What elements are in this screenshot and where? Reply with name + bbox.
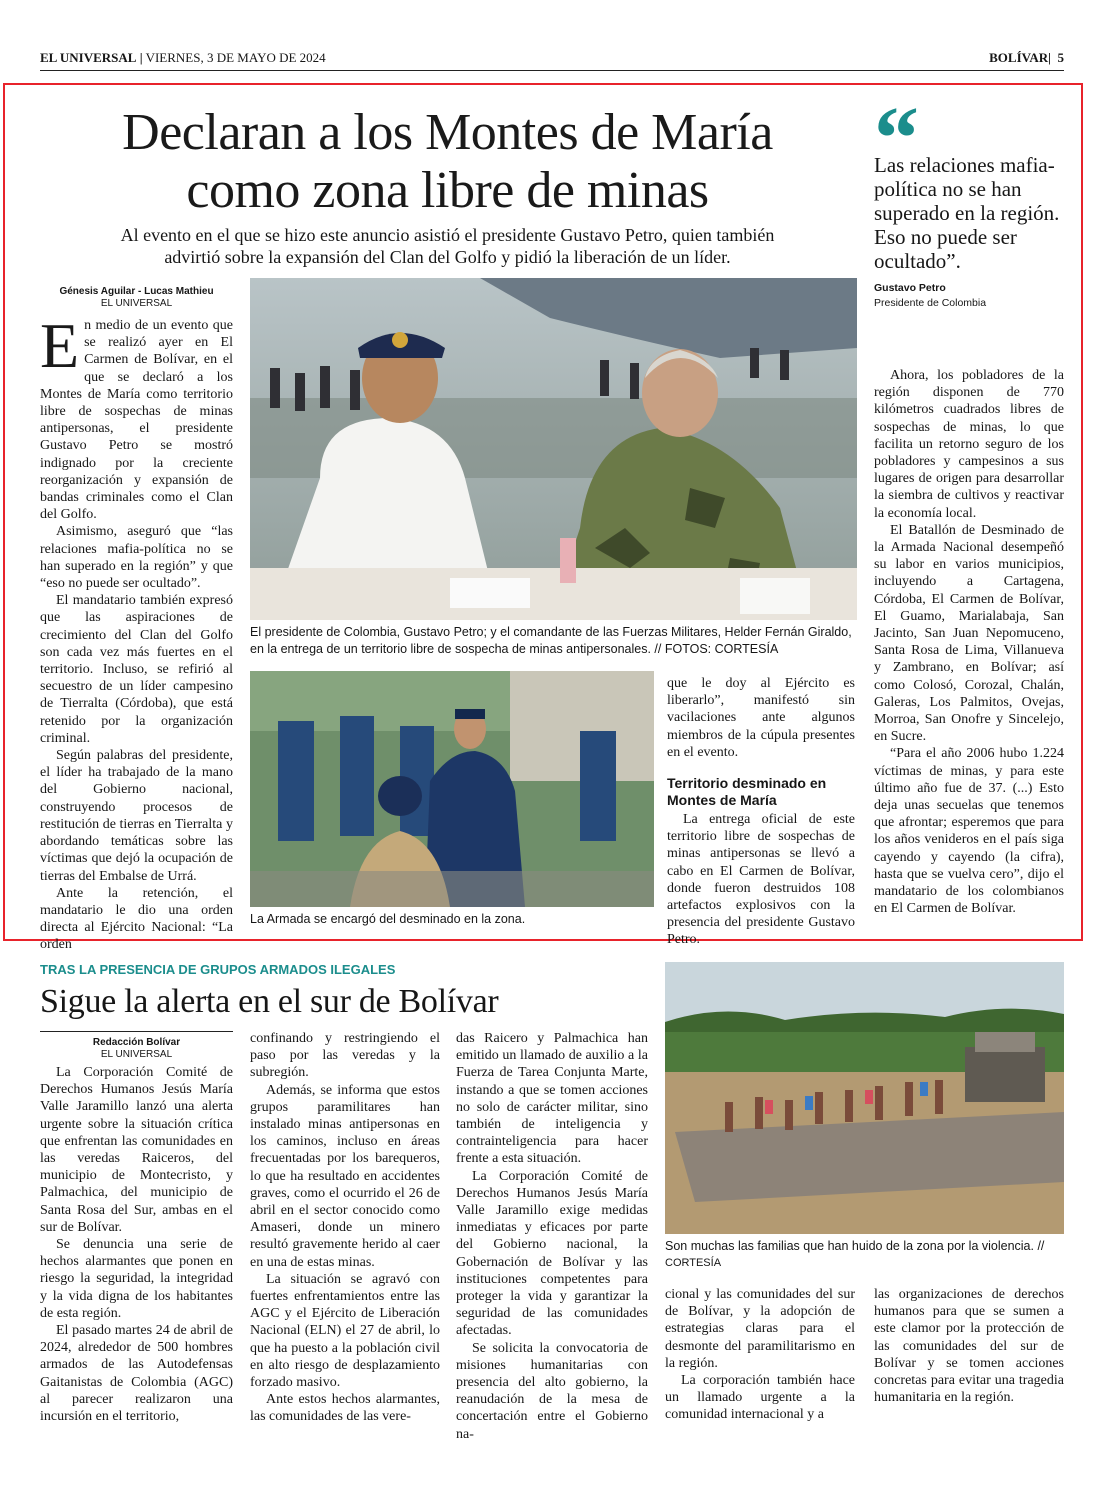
paragraph: La corporación también hace un llamado urgente a la comunidad internacional y a bbox=[665, 1373, 855, 1423]
paragraph: Asimismo, aseguró que “las relaciones mafia-política no se han superado en la región” y que “eso no puede ser ocultado”. bbox=[40, 524, 233, 592]
paragraph: La Corporación Comité de Derechos Humanos Jesús María Valle Jaramillo exige medidas inmediatas y eficaces por parte del Gobierno nacional, la Gobernación de Bolívar y las instituciones competentes para proteger la vida y garantizar la seguridad de las comunidades afectadas. bbox=[456, 1168, 648, 1339]
story2-column-1 bbox=[40, 1064, 233, 1434]
photo-petro-giraldo-image bbox=[250, 278, 857, 620]
quote-mark-icon: “ bbox=[874, 89, 919, 188]
paragraph: Ante la retención, el mandatario le dio una orden directa al Ejército Nacional: “La orden bbox=[40, 885, 233, 953]
story2-column-5 bbox=[874, 1286, 1064, 1434]
paragraph: confinando y restringiendo el paso por las veredas y la subregión. bbox=[250, 1031, 440, 1081]
paragraph: que le doy al Ejército es liberarlo”, manifestó sin vacilaciones ante algunos miembros de la cúpula presentes en el evento. bbox=[667, 676, 855, 760]
story1-column-3 bbox=[667, 675, 855, 948]
paragraph: El pasado martes 24 de abril de 2024, alrededor de 500 hombres armados de las Autodefensas Gaitanistas de Colombia (AGC) al parecer realizaron una incursión en el territorio, bbox=[40, 1323, 233, 1425]
byline-org: EL UNIVERSAL bbox=[100, 1049, 173, 1060]
paragraph: La entrega oficial de este territorio libre de sospechas de minas antipersonas se llevó a cabo en El Carmen de Bolívar, donde fueron destruidos 108 artefactos explosivos con la presencia del presidente Gustavo Petro. bbox=[667, 812, 855, 948]
byline-rule bbox=[40, 1031, 233, 1032]
story1-headline bbox=[40, 104, 855, 220]
paragraph: Se solicita la convocatoria de misiones humanitarias con presencia del alto gobierno, la reanudación de la mesa de concertación entre el Gobierno na- bbox=[456, 1340, 648, 1442]
photo-ferry-families bbox=[665, 962, 1064, 1234]
page-number: 5 bbox=[1057, 50, 1064, 65]
header-separator: | bbox=[139, 50, 143, 65]
quote-author: Gustavo Petro bbox=[874, 282, 946, 294]
photo3-credit: CORTESÍA bbox=[665, 1257, 722, 1269]
story2-byline bbox=[40, 1037, 233, 1061]
quote-author-role: Presidente de Colombia bbox=[874, 297, 987, 309]
drop-cap: E bbox=[40, 310, 80, 381]
paragraph: Además, se informa que estos grupos paramilitares han instalado minas antipersonas en los caminos, incluso en áreas frecuentadas por los barequeros, lo que ha resultado en accidentes graves, como el ocurrido el 26 de abril en el sector conocido como Amaseri, donde un minero resultó gravemente herido al caer en una de estas minas. bbox=[250, 1082, 440, 1270]
photo-armada-image bbox=[250, 671, 654, 907]
paragraph: Ante estos hechos alarmantes, las comunidades de las vere- bbox=[250, 1392, 440, 1425]
paragraph: El mandatario también expresó que las aspiraciones de crecimiento del Clan del Golfo son cada vez más fuertes en el territorio. Incluso, se refirió al secuestro de un líder campesino de Tierralta (Córdoba), que está retenido por la organización criminal. bbox=[40, 593, 233, 746]
subhead-territorio: Territorio desminado en Montes de María bbox=[667, 775, 827, 809]
byline-name: Redacción Bolívar bbox=[92, 1037, 181, 1048]
deck-line-1: Al evento en el que se hizo este anuncio asistió el presidente Gustavo Petro, quien también bbox=[120, 225, 775, 245]
paper-name: EL UNIVERSAL bbox=[40, 50, 137, 65]
paragraph: Según palabras del presidente, el líder ha trabajado de la mano del Gobierno nacional, construyendo procesos de restitución de tierras en Tierralta y abordando temáticas sobre las víctimas que dejó la ocupación de tierras del Embalse de Urrá. bbox=[40, 748, 233, 884]
photo-armada-desminado bbox=[250, 671, 654, 907]
photo-petro-giraldo bbox=[250, 278, 857, 620]
byline-org: EL UNIVERSAL bbox=[100, 298, 173, 309]
photo2-caption: La Armada se encargó del desminado en la zona. bbox=[250, 911, 654, 928]
story2-headline: Sigue la alerta en el sur de Bolívar bbox=[40, 983, 499, 1020]
paragraph: “Para el año 2006 hubo 1.224 víctimas de minas, y para este último año fue de 37. (...) Esto deja unas secuelas que tenemos que afrontar; esperemos que para los años venideros en el país siga cayendo y cayendo (la cifra), hasta que se vuelva cero”, dijo el mandatario de los colombianos en El Carmen de Bolívar. bbox=[874, 746, 1064, 917]
photo1-caption: El presidente de Colombia, Gustavo Petro; y el comandante de las Fuerzas Militares, Helder Fernán Giraldo, en la entrega de un territorio libre de sospecha de minas antipersonales. // FOTOS: CORTESÍA bbox=[250, 625, 852, 656]
paragraph: Ahora, los pobladores de la región disponen de 770 kilómetros cuadrados libres de sospechas de minas, lo que facilita un retorno seguro de los pobladores y campesinos a sus lugares de origen para desarrollar la siembra de cultivos y reactivar la economía local. bbox=[874, 368, 1064, 521]
story2-column-3 bbox=[456, 1030, 648, 1442]
section-name: BOLÍVAR bbox=[989, 50, 1049, 65]
paragraph: La Corporación Comité de Derechos Humanos Jesús María Valle Jaramillo lanzó una alerta urgente sobre la situación crítica que enfrentan las comunidades en las veredas Raiceros, del municipio de Montecristo, y Palmachica, del municipio de Santa Rosa del Sur, ambas en el sur de Bolívar. bbox=[40, 1065, 233, 1235]
story1-deck bbox=[40, 224, 855, 268]
deck-line-2: advirtió sobre la expansión del Clan del Golfo y pidió la liberación de un líder. bbox=[164, 247, 731, 267]
paragraph: las organizaciones de derechos humanos para que se sumen a este clamor por la protección de las comunidades del sur de Bolívar y se tomen acciones concretas para evitar una tragedia humanitaria en la región. bbox=[874, 1287, 1064, 1406]
paragraph: La situación se agravó con fuertes enfrentamientos entre las AGC y el Ejército de Liberación Nacional (ELN) el 27 de abril, lo que ha puesto a la población civil en alto riesgo de desplazamiento forzado masivo. bbox=[250, 1271, 440, 1391]
headline-line-1: Declaran a los Montes de María bbox=[122, 104, 773, 161]
page-header bbox=[40, 50, 1064, 68]
story1-column-1 bbox=[40, 310, 233, 953]
paragraph: El Batallón de Desminado de la Armada Nacional desempeñó su labor en varios municipios, incluyendo a Cartagena, Córdoba, El Carmen de Bolívar, El Guamo, Marialabaja, San Jacinto, San Juan Nepomuceno, Santa Rosa de Lima, Villanueva y Zambrano, en Bolívar; así como Colosó, Corozal, Chalán, Galeras, Los Palmitos, Ovejas, Morroa, San Onofre y Sincelejo, en Sucre. bbox=[874, 522, 1064, 745]
photo-ferry-image bbox=[665, 962, 1064, 1234]
story2-column-4 bbox=[665, 1286, 855, 1434]
paragraph: das Raicero y Palmachica han emitido un llamado de auxilio a la Fuerza de Tarea Conjunta Marte, instando a que se tomen acciones no solo de carácter militar, sino también de inteligencia y contrainteligencia para hacer frente a esta situación. bbox=[456, 1031, 648, 1167]
pull-quote: Las relaciones mafia-política no se han superado en la región. Eso no puede ser ocultado”. bbox=[874, 153, 1060, 273]
paragraph: cional y las comunidades del sur de Bolívar, y la adopción de estrategias claras para el desmonte del paramilitarismo en la región. bbox=[665, 1287, 855, 1371]
header-left bbox=[40, 50, 326, 66]
byline-name: Génesis Aguilar - Lucas Mathieu bbox=[59, 286, 214, 297]
paragraph: Se denuncia una serie de hechos alarmantes que ponen en riesgo la seguridad, la integridad y la vida digna de los habitantes de esta región. bbox=[40, 1237, 233, 1321]
issue-date: VIERNES, 3 DE MAYO DE 2024 bbox=[145, 50, 326, 65]
photo3-caption: Son muchas las familias que han huido de la zona por la violencia. // CORTESÍA bbox=[665, 1239, 1045, 1269]
story1-column-4 bbox=[874, 367, 1064, 932]
story2-kicker: TRAS LA PRESENCIA DE GRUPOS ARMADOS ILEGALES bbox=[40, 962, 396, 977]
story2-column-2 bbox=[250, 1030, 440, 1434]
story1-byline bbox=[40, 286, 233, 310]
header-rule bbox=[40, 70, 1064, 71]
header-right: BOLÍVAR| 5 bbox=[989, 50, 1064, 65]
headline-line-2: como zona libre de minas bbox=[186, 162, 709, 219]
paragraph: En medio de un evento que se realizó ayer en El Carmen de Bolívar, en el que se declaró a los Montes de María como territorio libre de sospechas de minas antipersonas, el presidente Gustavo Petro se mostró indignado por la creciente reorganización y expansión de bandas criminales como el Clan del Golfo. bbox=[40, 310, 233, 523]
